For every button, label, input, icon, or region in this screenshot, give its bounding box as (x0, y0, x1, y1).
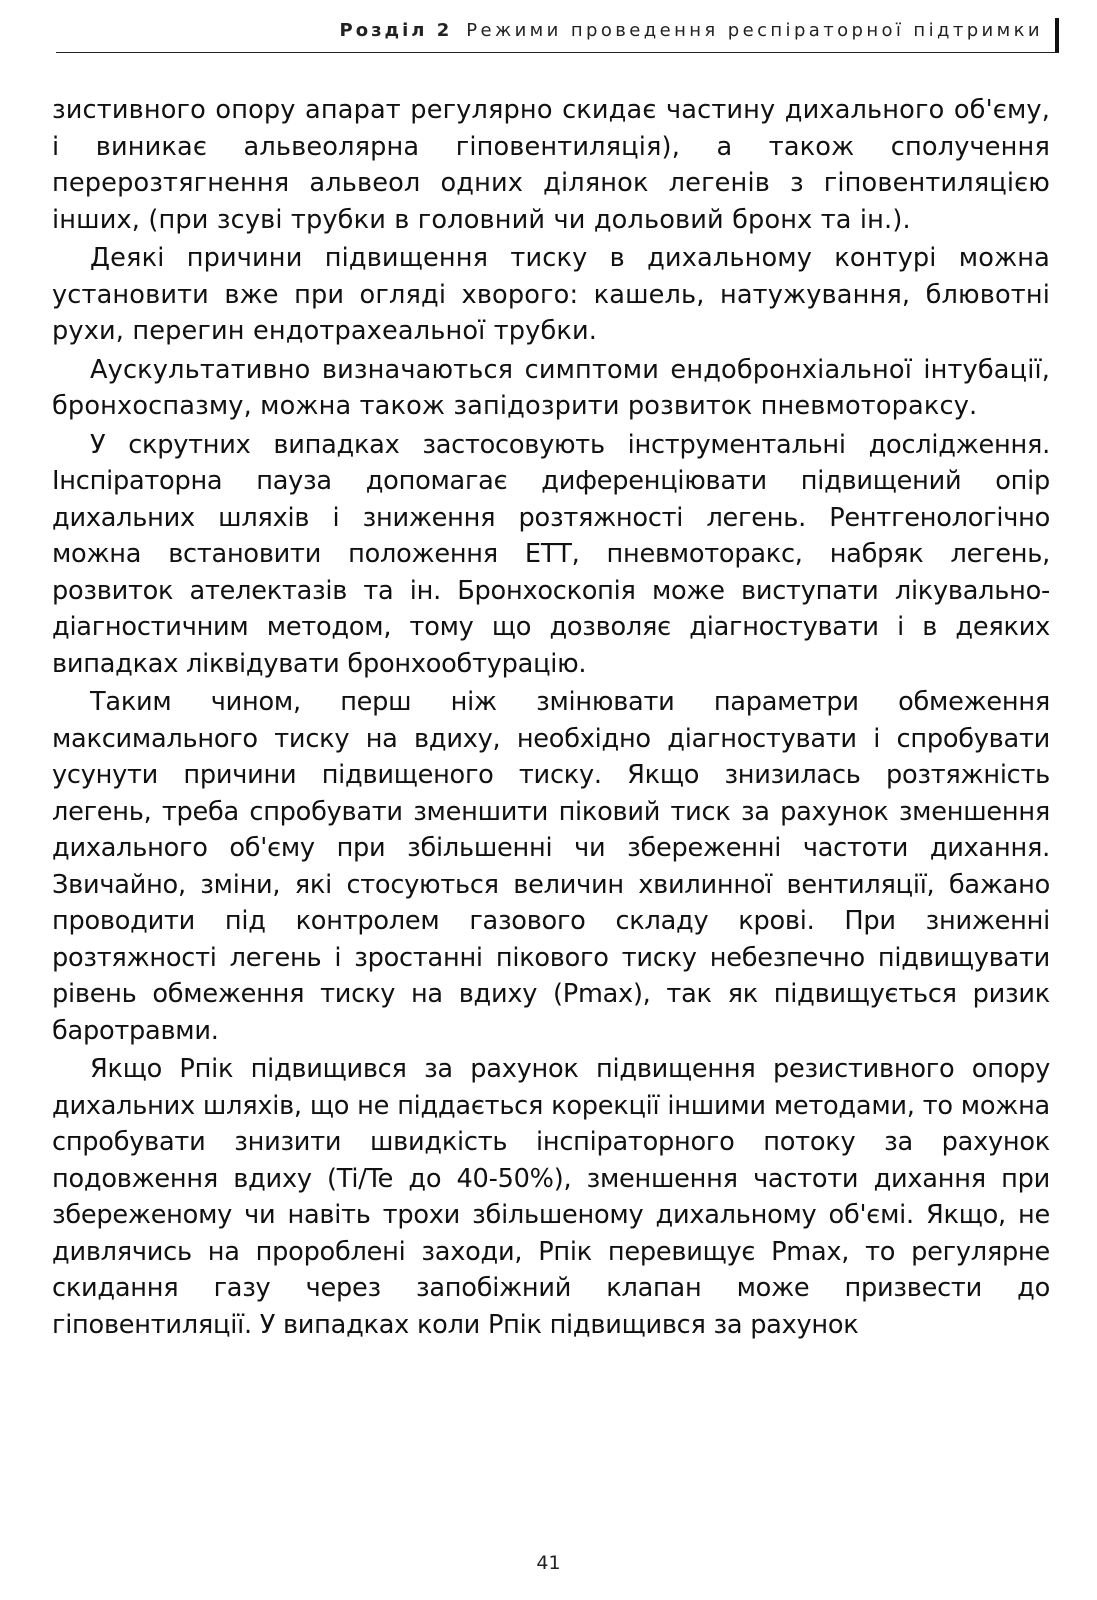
paragraph-2: Деякі причини підвищення тиску в дихальному контурі можна установити вже при огляді хворого: кашель, натужування, блювотні рухи, перегин ендотрахеальної трубки. (52, 243, 1050, 346)
page-number: 41 (536, 1552, 561, 1574)
header-section: Розділ 2 (339, 20, 453, 41)
paragraph-4: У скрутних випадках застосовують інструментальні дослідження. Інспіраторна пауза допомагає диференціювати підвищений опір дихальних шляхів і зниження розтяжності легень. Рентгенологічно можна встановити положення ЕТТ, пневмоторакс, набряк легень, розвиток ателектазів та ін. Бронхоскопія може виступати лікувально-діагностичним методом, тому що дозволяє діагностувати і в деяких випадках ліквідувати бронхообтурацію. (52, 429, 1050, 679)
header-title: Режими проведення респіраторної підтримки (466, 20, 1043, 41)
running-header (56, 18, 1059, 53)
paragraph-1: зистивного опору апарат регулярно скидає частину дихального об'єму, і виникає альвеолярна гіповентиляція), а також сполучення перерозтягнення альвеол одних ділянок легенів з гіповентиляцією інших, (при зсуві трубки в головний чи дольовий бронх та ін.). (52, 95, 1050, 235)
body-text (52, 92, 1050, 1345)
header-text (340, 20, 1043, 41)
paragraph-5: Таким чином, перш ніж змінювати параметри обмеження максимального тиску на вдиху, необхідно діагностувати і спробувати усунути причини підвищеного тиску. Якщо знизилась розтяжність легень, треба спробувати зменшити піковий тиск за рахунок зменшення дихального об'єму при збільшенні чи збереженні частоти дихання. Звичайно, зміни, які стосуються величин хвилинної вентиляції, бажано проводити під контролем газового складу крові. При зниженні розтяжності легень і зростанні пікового тиску небезпечно підвищувати рівень обмеження тиску на вдиху (Pmax), так як підвищується ризик баротравми. (52, 687, 1050, 1046)
paragraph-3: Аускультативно визначаються симптоми ендобронхіальної інтубації, бронхоспазму, можна також запідозрити розвиток пневмотораксу. (52, 354, 1050, 421)
paragraph-6: Якщо Pпік підвищився за рахунок підвищення резистивного опору дихальних шляхів, що не піддається корекції іншими методами, то можна спробувати знизити швидкість інспіраторного потоку за рахунок подовження вдиху (Ti/Te до 40-50%), зменшення частоти дихання при збереженому чи навіть трохи збільшеному дихальному об'ємі. Якщо, не дивлячись на пророблені заходи, Pпік перевищує Pmax, то регулярне скидання газу через запобіжний клапан може призвести до гіповентиляції. У випадках коли Pпік підвищився за рахунок (52, 1054, 1051, 1340)
header-rule (1055, 18, 1059, 52)
